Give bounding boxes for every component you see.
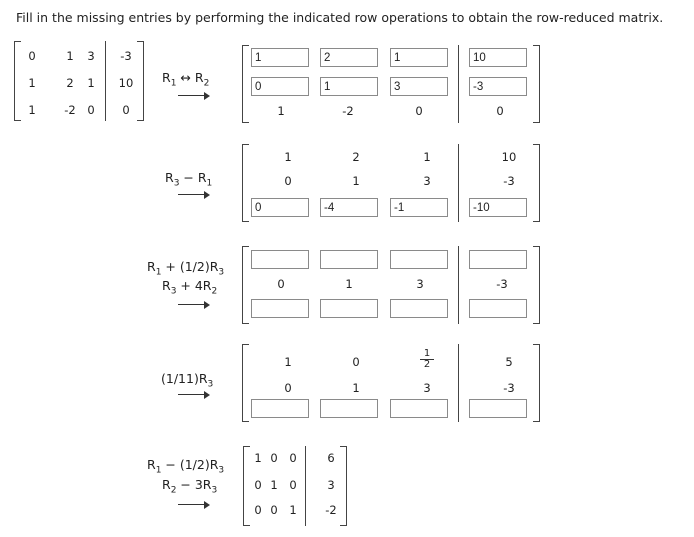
entry-input[interactable] <box>251 250 309 269</box>
matrix-cell: 0 <box>289 451 297 465</box>
entry-input[interactable] <box>251 77 309 96</box>
matrix-cell: 0 <box>270 503 278 517</box>
entry-input[interactable] <box>469 399 527 418</box>
matrix-cell: 0 <box>254 503 262 517</box>
right-bracket <box>533 344 540 422</box>
matrix-cell: 3 <box>423 174 431 188</box>
arrow-icon <box>178 92 210 100</box>
entry-input[interactable] <box>320 250 378 269</box>
left-bracket <box>242 144 249 222</box>
right-bracket <box>533 246 540 324</box>
matrix-cell: 0 <box>496 104 504 118</box>
matrix-cell: 0 <box>28 49 36 63</box>
entry-input[interactable] <box>469 250 527 269</box>
matrix-cell: 1 <box>28 76 36 90</box>
matrix-cell: 1 <box>345 277 353 291</box>
right-bracket <box>533 144 540 222</box>
matrix-cell: 0 <box>122 103 130 117</box>
entry-input[interactable] <box>390 198 448 217</box>
entry-input[interactable] <box>320 299 378 318</box>
entry-input[interactable] <box>251 399 309 418</box>
matrix-cell: 10 <box>501 150 517 164</box>
matrix-cell: 5 <box>505 355 513 369</box>
matrix-cell: 1 <box>270 478 278 492</box>
matrix-cell: 0 <box>352 355 360 369</box>
matrix-cell: -2 <box>325 503 337 517</box>
row-operation-scale: $(1/11)R_3$ <box>161 371 214 390</box>
matrix-cell: 10 <box>118 76 134 90</box>
matrix-cell: 2 <box>66 76 74 90</box>
entry-input[interactable] <box>390 48 448 67</box>
matrix-cell: 3 <box>87 49 95 63</box>
instruction-text: Fill in the missing entries by performing the indicated row operations to obtain the row-reduced matrix. <box>16 10 664 25</box>
augment-bar <box>458 45 459 123</box>
arrow-icon <box>178 391 210 399</box>
left-bracket <box>242 344 249 422</box>
matrix-cell: 0 <box>270 451 278 465</box>
row-operation-2: $R_3 + 4R_2$ <box>162 278 218 297</box>
augment-bar <box>458 246 459 324</box>
matrix-cell: -3 <box>503 381 515 395</box>
matrix-cell: 0 <box>87 103 95 117</box>
entry-input[interactable] <box>251 48 309 67</box>
entry-input[interactable] <box>320 399 378 418</box>
matrix-cell: 1 <box>423 150 431 164</box>
row-operation-swap: $R_1$ ↔ $R_2$ <box>162 70 210 89</box>
entry-input[interactable] <box>390 399 448 418</box>
matrix-cell: 0 <box>284 174 292 188</box>
entry-input[interactable] <box>320 77 378 96</box>
entry-input[interactable] <box>469 299 527 318</box>
arrow-icon <box>178 191 210 199</box>
matrix-cell: 1 <box>352 174 360 188</box>
entry-input[interactable] <box>390 250 448 269</box>
arrow-icon <box>178 501 210 509</box>
matrix-cell: 0 <box>254 478 262 492</box>
entry-input[interactable] <box>469 77 527 96</box>
row-operation-1: $R_1 - (1/2)R_3$ <box>147 457 225 476</box>
row-operation-2: $R_2 - 3R_3$ <box>162 477 218 496</box>
matrix-cell: 1 <box>66 49 74 63</box>
augment-bar <box>458 344 459 422</box>
entry-input[interactable] <box>469 198 527 217</box>
matrix-cell: 6 <box>327 451 335 465</box>
matrix-cell: -3 <box>120 49 132 63</box>
matrix-cell: 0 <box>277 277 285 291</box>
entry-input[interactable] <box>251 299 309 318</box>
matrix-cell: 3 <box>423 381 431 395</box>
augment-bar <box>458 144 459 222</box>
entry-input[interactable] <box>320 48 378 67</box>
entry-input[interactable] <box>469 48 527 67</box>
matrix-cell: 3 <box>416 277 424 291</box>
entry-input[interactable] <box>251 198 309 217</box>
matrix-cell: -3 <box>503 174 515 188</box>
matrix-cell: 1 <box>352 381 360 395</box>
left-bracket <box>242 246 249 324</box>
entry-input[interactable] <box>390 299 448 318</box>
entry-input[interactable] <box>320 198 378 217</box>
matrix-cell: 1 <box>28 103 36 117</box>
matrix-cell: -2 <box>342 104 354 118</box>
matrix-cell: 0 <box>284 381 292 395</box>
matrix-cell: 1 <box>284 355 292 369</box>
matrix-cell: 3 <box>327 478 335 492</box>
fraction: $\frac{1}{2}$ <box>420 349 434 370</box>
matrix-cell: 0 <box>289 478 297 492</box>
matrix-cell: 1 <box>284 150 292 164</box>
left-bracket <box>242 45 249 123</box>
matrix-cell: 0 <box>415 104 423 118</box>
right-bracket <box>533 45 540 123</box>
matrix-cell: 1 <box>277 104 285 118</box>
matrix-cell: 2 <box>352 150 360 164</box>
matrix-cell: -3 <box>496 277 508 291</box>
matrix-cell: 1 <box>254 451 262 465</box>
matrix-cell: 1 <box>87 76 95 90</box>
matrix-cell: -2 <box>64 103 76 117</box>
matrix-cell: 1 <box>289 503 297 517</box>
row-operation-subtract: $R_3 - R_1$ <box>165 170 213 189</box>
row-operation-1: $R_1 + (1/2)R_3$ <box>147 259 225 278</box>
entry-input[interactable] <box>390 77 448 96</box>
arrow-icon <box>178 301 210 309</box>
